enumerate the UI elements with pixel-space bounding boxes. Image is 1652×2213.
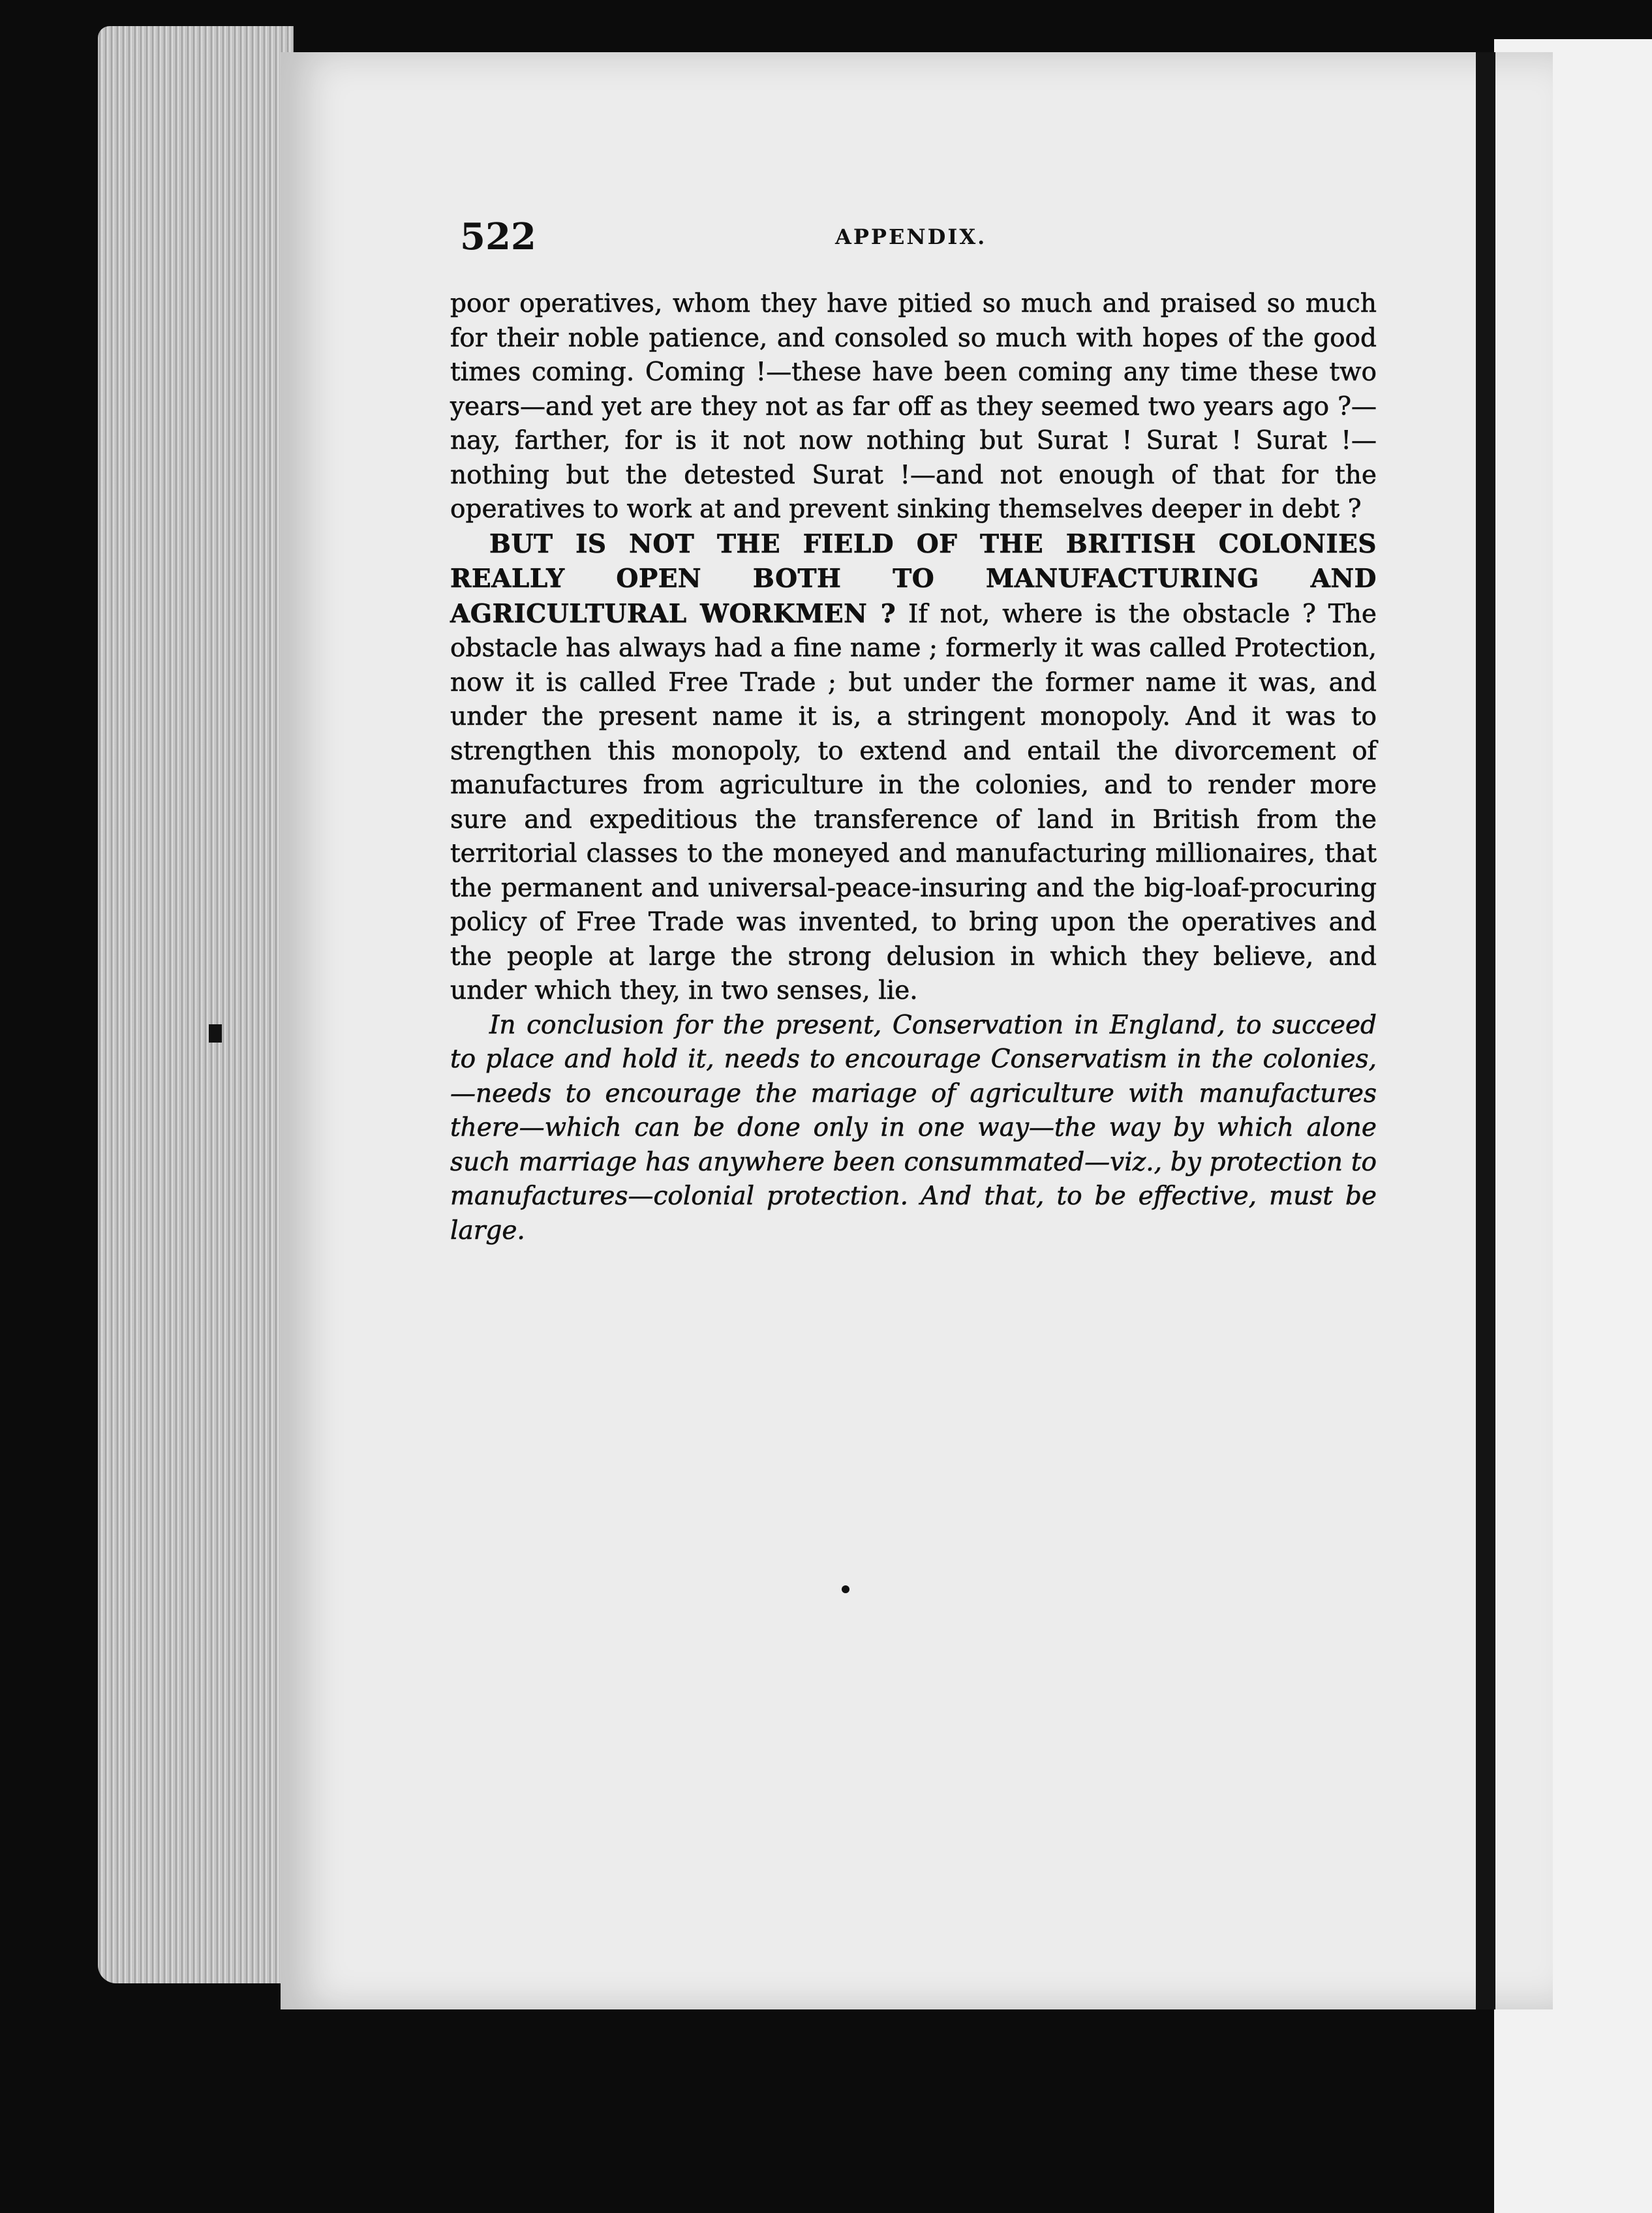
body-text (450, 287, 1377, 1248)
running-head: APPENDIX. (835, 224, 987, 249)
page-number: 522 (460, 215, 536, 258)
paragraph-3-text: In conclusion for the present, Conservation in England, to succeed to place and hold it, needs to encourage Conservatism in the colonies,—needs to encourage the mariage of agriculture with manufactures there—which can be done only in one way—the way by which alone such marriage has anywhere been consummated—viz., by protection to manufactures—colonial protection. And that, to be effective, must be large. (450, 1010, 1377, 1245)
paragraph-2-text: If not, where is the obstacle ? The obstacle has always had a fine name ; formerly it was called Protection, now it is called Free Trade ; but under the former name it was, and under the present name it is, a stringent monopoly. And it was to strengthen this monopoly, to extend and entail the divorcement of manufactures from agriculture in the colonies, and to render more sure and expeditious the transference of land in British from the territorial classes to the moneyed and manufacturing millionaires, that the permanent and universal-peace-insuring and the big-loaf-procuring policy of Free Trade was invented, to bring upon the operatives and the people at large the strong delusion in which they believe, and under which they, in two senses, lie. (450, 599, 1377, 1005)
paragraph-1-text: poor operatives, whom they have pitied so much and praised so much for their noble patience, and consoled so much with hopes of the good times coming. Coming !—these have been coming any time these two years—and yet are they not as far off as they seemed two years ago ?—nay, farther, for is it not now nothing but Surat ! Surat ! Surat !—nothing but the detested Surat !—and not enough of that for the operatives to work at and prevent sinking themselves deeper in debt ? (450, 289, 1377, 524)
paragraph-3 (450, 1009, 1377, 1249)
book-gutter (1476, 52, 1495, 2009)
paragraph-1 (450, 287, 1377, 527)
margin-mark (209, 1024, 222, 1043)
paragraph-2-caps: BUT IS NOT THE FIELD OF THE BRITISH COLONIES REALLY OPEN BOTH TO MANUFACTURING AND AGRICULTURAL WORKMEN ? (450, 528, 1377, 629)
page-dot-mark (842, 1585, 849, 1593)
paragraph-2 (450, 527, 1377, 1009)
page-edges (98, 26, 294, 1983)
page-header (460, 215, 1373, 267)
